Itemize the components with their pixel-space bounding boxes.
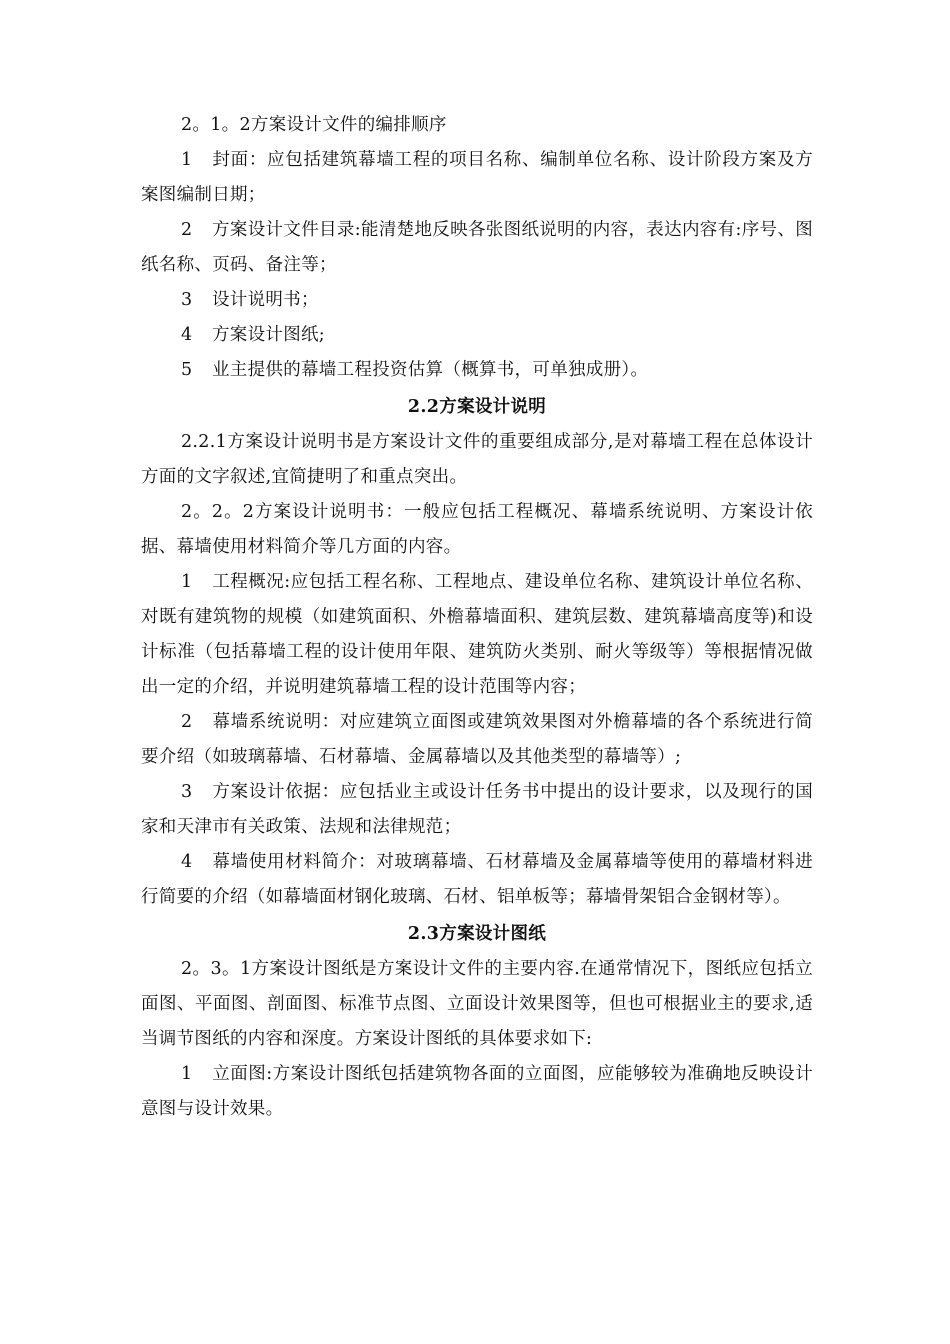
list-item-catalog: 2 方案设计文件目录:能清楚地反映各张图纸说明的内容，表达内容有:序号、图纸名称、页码、备注等；	[141, 213, 813, 283]
list-item-materials: 4 幕墙使用材料简介：对玻璃幕墙、石材幕墙及金属幕墙等使用的幕墙材料进行简要的介绍（如幕墙面材钢化玻璃、石材、铝单板等；幕墙骨架铝合金钢材等）。	[141, 845, 813, 915]
document-body	[141, 108, 813, 1127]
list-item-elevation: 1 立面图:方案设计图纸包括建筑物各面的立面图，应能够较为准确地反映设计意图与设计效果。	[141, 1057, 813, 1127]
paragraph-2-2-2: 2。2。2方案设计说明书：一般应包括工程概况、幕墙系统说明、方案设计依据、幕墙使用材料简介等几方面的内容。	[141, 502, 813, 557]
list-item-design-book: 3 设计说明书；	[141, 283, 813, 318]
list-item-cover: 1 封面：应包括建筑幕墙工程的项目名称、编制单位名称、设计阶段方案及方案图编制日期；	[141, 143, 813, 213]
list-item-curtain-wall-system: 2 幕墙系统说明：对应建筑立面图或建筑效果图对外檐幕墙的各个系统进行简要介绍（如玻璃幕墙、石材幕墙、金属幕墙以及其他类型的幕墙等）;	[141, 705, 813, 775]
list-item-design-drawings: 4 方案设计图纸;	[141, 318, 813, 353]
list-number: 5	[181, 360, 193, 380]
paragraph-2-1-2: 2。1。2方案设计文件的编排顺序	[181, 115, 447, 135]
list-number: 3	[181, 290, 193, 310]
list-number: 1	[181, 1064, 193, 1084]
list-number: 2	[181, 220, 193, 240]
list-item-investment-estimate: 5 业主提供的幕墙工程投资估算（概算书，可单独成册）。	[141, 353, 813, 388]
section-heading-2-2: 2.2方案设计说明	[407, 397, 547, 417]
paragraph-2-3-1: 2。3。1方案设计图纸是方案设计文件的主要内容.在通常情况下，图纸应包括立面图、平面图、剖面图、标准节点图、立面设计效果图等，但也可根据业主的要求,适当调节图纸的内容和深度。方案设计图纸的具体要求如下:	[141, 959, 813, 1049]
list-item-project-overview: 1 工程概况:应包括工程名称、工程地点、建设单位名称、建筑设计单位名称、对既有建筑物的规模（如建筑面积、外檐幕墙面积、建筑层数、建筑幕墙高度等)和设计标准（包括幕墙工程的设计使用年限、建筑防火类别、耐火等级等）等根据情况做出一定的介绍，并说明建筑幕墙工程的设计范围等内容；	[141, 565, 813, 705]
list-number: 4	[181, 325, 193, 345]
section-heading-2-3: 2.3方案设计图纸	[407, 924, 547, 944]
paragraph-2-2-1: 2.2.1方案设计说明书是方案设计文件的重要组成部分,是对幕墙工程在总体设计方面的文字叙述,宜简捷明了和重点突出。	[141, 432, 813, 487]
list-number: 2	[181, 712, 193, 732]
list-item-design-basis: 3 方案设计依据：应包括业主或设计任务书中提出的设计要求，以及现行的国家和天津市有关政策、法规和法律规范；	[141, 775, 813, 845]
list-number: 1	[181, 150, 193, 170]
list-number: 3	[181, 782, 193, 802]
list-number: 1	[181, 572, 193, 592]
list-number: 4	[181, 852, 193, 872]
